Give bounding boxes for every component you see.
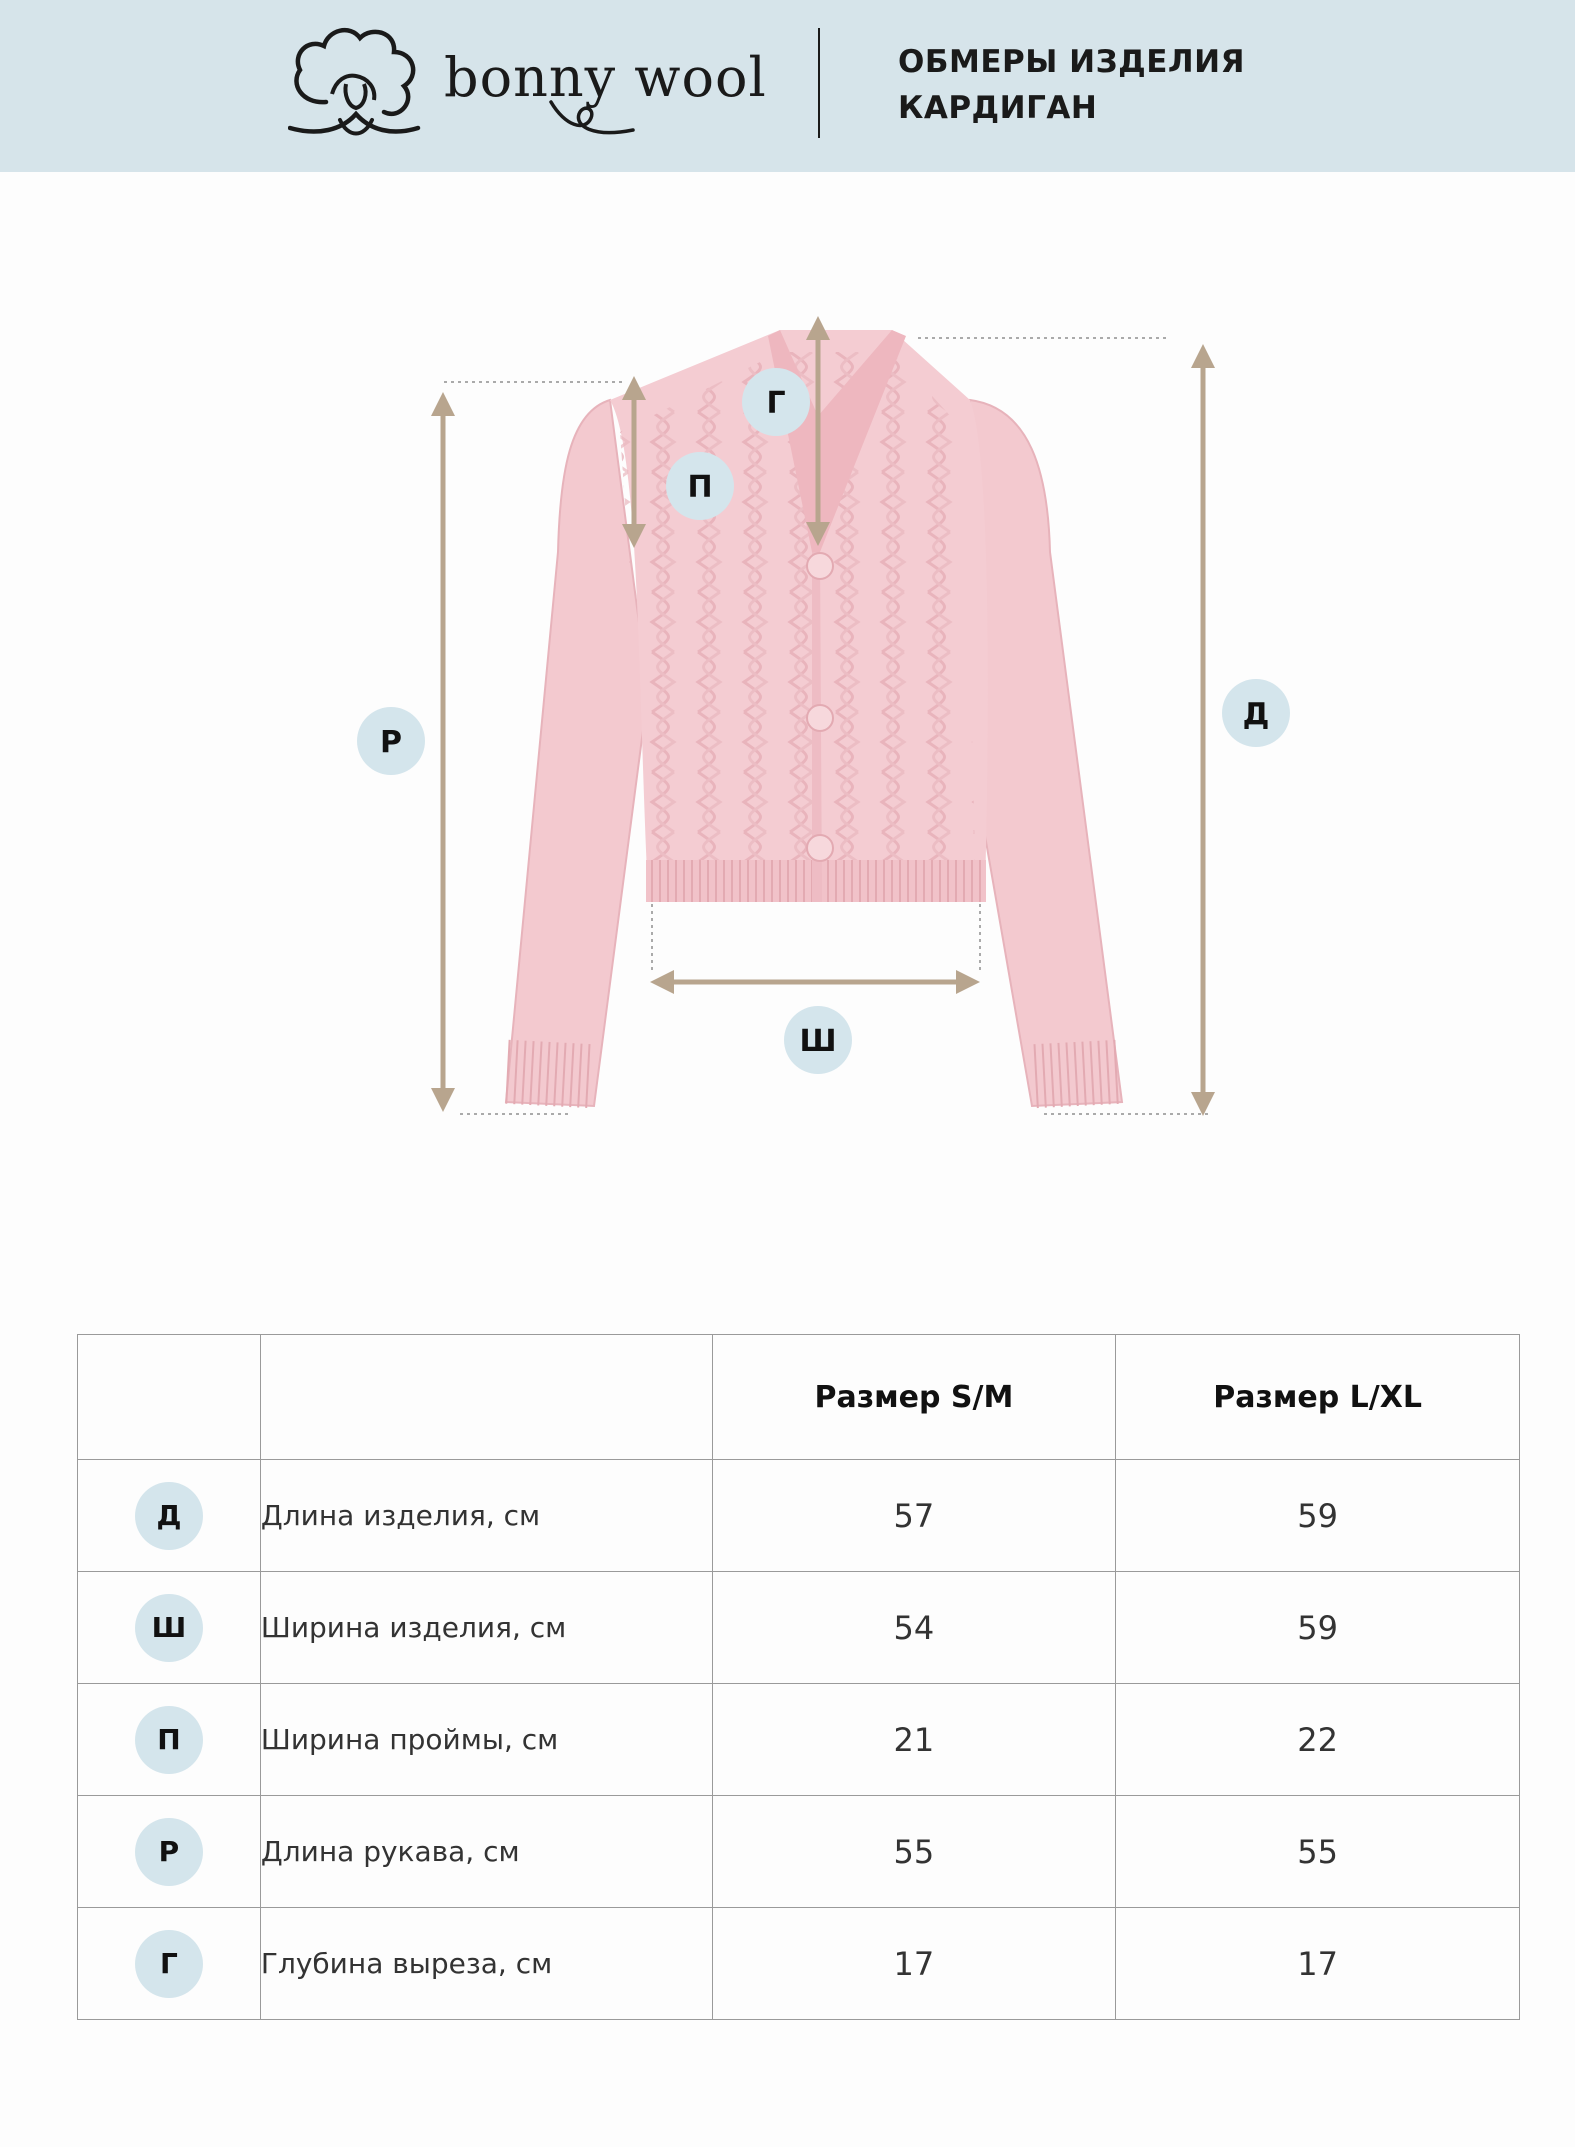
- cotton-flower-logo-icon: [288, 24, 422, 142]
- row-label: Ширина проймы, см: [260, 1684, 712, 1796]
- table-row: [78, 1796, 1520, 1908]
- button: [807, 835, 833, 861]
- row-label: Ширина изделия, см: [260, 1572, 712, 1684]
- row-label: Длина изделия, см: [260, 1460, 712, 1572]
- table-row: [78, 1572, 1520, 1684]
- row-key-badge: Ш: [135, 1594, 203, 1662]
- table-row: [78, 1908, 1520, 2020]
- value-lxl: 59: [1116, 1572, 1520, 1684]
- cardigan-illustration: [504, 330, 1123, 1108]
- table-header-row: [78, 1335, 1520, 1460]
- header-banner: [0, 0, 1575, 172]
- button: [807, 705, 833, 731]
- brand-wordmark: bonny wool: [444, 46, 767, 109]
- value-sm: 57: [712, 1460, 1116, 1572]
- header-divider: [818, 28, 820, 138]
- row-key-badge: Р: [135, 1818, 203, 1886]
- value-sm: 55: [712, 1796, 1116, 1908]
- badge-sh-label: Ш: [799, 1024, 837, 1059]
- value-sm: 17: [712, 1908, 1116, 2020]
- badge-d-label: Д: [1242, 697, 1270, 732]
- brand-swash-icon: [545, 96, 640, 142]
- badge-r-label: Р: [380, 725, 402, 760]
- header-title-line2: КАРДИГАН: [898, 90, 1098, 126]
- row-key-badge: Д: [135, 1482, 203, 1550]
- value-lxl: 55: [1116, 1796, 1520, 1908]
- table-row: [78, 1460, 1520, 1572]
- button: [807, 553, 833, 579]
- header-cell-size-sm: Размер S/M: [712, 1335, 1116, 1460]
- row-key-badge: П: [135, 1706, 203, 1774]
- value-sm: 54: [712, 1572, 1116, 1684]
- right-cuff: [1030, 1040, 1123, 1109]
- value-lxl: 59: [1116, 1460, 1520, 1572]
- value-sm: 21: [712, 1684, 1116, 1796]
- cardigan-measurement-diagram: [0, 172, 1575, 1172]
- table-row: [78, 1684, 1520, 1796]
- left-cuff: [504, 1040, 595, 1109]
- row-label: Длина рукава, см: [260, 1796, 712, 1908]
- value-lxl: 17: [1116, 1908, 1520, 2020]
- badge-p-label: П: [687, 470, 713, 505]
- header-cell-size-lxl: Размер L/XL: [1116, 1335, 1520, 1460]
- size-table: [77, 1334, 1520, 2020]
- badge-g-label: Г: [766, 386, 786, 421]
- row-key-badge: Г: [135, 1930, 203, 1998]
- header-cell-label: [260, 1335, 712, 1460]
- row-label: Глубина выреза, см: [260, 1908, 712, 2020]
- header-cell-key: [78, 1335, 261, 1460]
- header-title-line1: ОБМЕРЫ ИЗДЕЛИЯ: [898, 44, 1245, 80]
- value-lxl: 22: [1116, 1684, 1520, 1796]
